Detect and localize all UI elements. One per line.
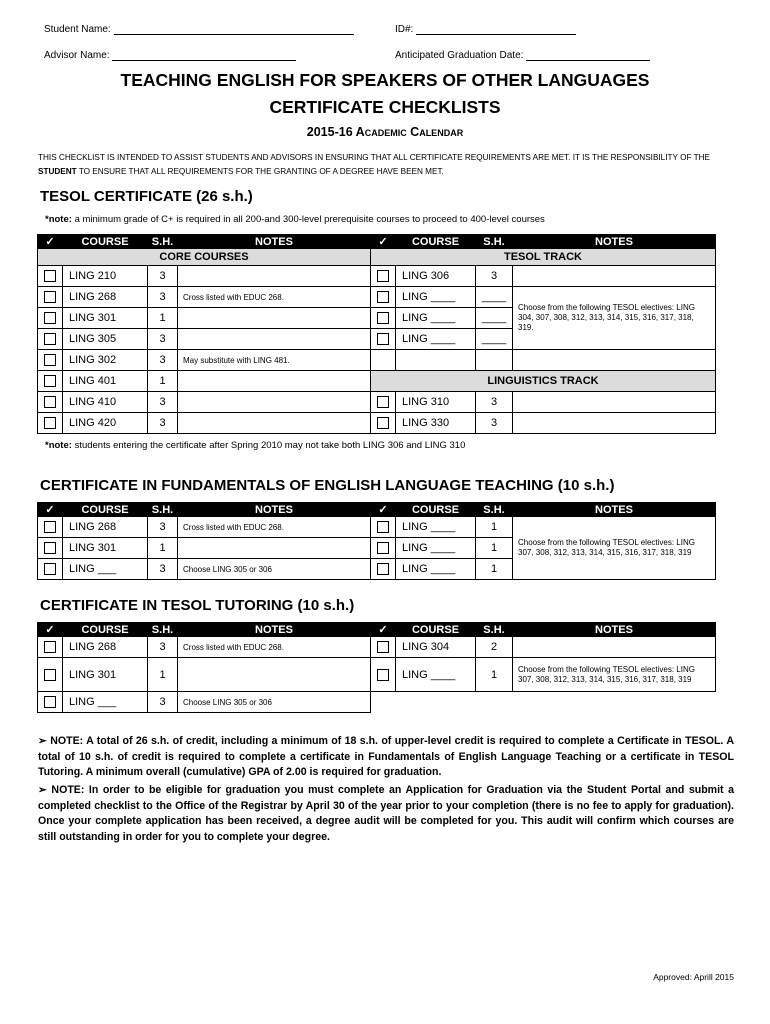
advisor-name-label: Advisor Name: xyxy=(44,50,110,61)
notes-cell xyxy=(178,538,371,559)
table-row xyxy=(38,637,716,658)
sh-cell: 3 xyxy=(148,637,178,658)
table-row xyxy=(38,371,716,392)
sh-cell: 3 xyxy=(148,266,178,287)
intro-text xyxy=(38,151,736,179)
sh-cell: 1 xyxy=(148,308,178,329)
credit-requirements-note xyxy=(38,734,734,781)
table-row xyxy=(38,392,716,413)
checkbox[interactable] xyxy=(44,521,56,533)
notes-column-header: NOTES xyxy=(178,623,371,637)
empty-cell xyxy=(371,350,396,371)
sh-cell: 3 xyxy=(148,350,178,371)
grad-date-line[interactable] xyxy=(526,50,650,61)
course-cell: LING 301 xyxy=(63,658,148,692)
page-title: TEACHING ENGLISH FOR SPEAKERS OF OTHER LANGUAGES xyxy=(120,70,650,90)
sh-cell: 3 xyxy=(476,413,513,434)
checkbox[interactable] xyxy=(377,417,389,429)
sh-column-header: S.H. xyxy=(476,623,513,637)
table-row xyxy=(38,658,716,692)
table-row xyxy=(38,517,716,538)
graduation-application-note xyxy=(38,783,734,845)
course-cell: LING 306 xyxy=(396,266,476,287)
course-cell: LING ____ xyxy=(396,287,476,308)
sh-column-header: S.H. xyxy=(148,503,178,517)
notes-cell: Choose LING 305 or 306 xyxy=(178,692,371,713)
checkbox[interactable] xyxy=(44,291,56,303)
notes-cell xyxy=(178,308,371,329)
checkbox[interactable] xyxy=(44,270,56,282)
grad-date-label: Anticipated Graduation Date: xyxy=(395,50,524,61)
checkbox[interactable] xyxy=(377,270,389,282)
course-cell: LING 304 xyxy=(396,637,476,658)
table-row xyxy=(38,692,716,713)
sh-column-header: S.H. xyxy=(148,623,178,637)
checkbox[interactable] xyxy=(44,542,56,554)
sh-cell: 2 xyxy=(476,637,513,658)
id-line[interactable] xyxy=(416,24,576,35)
course-cell: LING 305 xyxy=(63,329,148,350)
check-column-header: ✓ xyxy=(38,623,63,637)
checkbox[interactable] xyxy=(377,312,389,324)
student-name-label: Student Name: xyxy=(44,24,111,35)
advisor-name-line[interactable] xyxy=(112,50,296,61)
tesol-bottom-note-text: students entering the certificate after Spring 2010 may not take both LING 306 and LING 310 xyxy=(74,440,466,451)
course-column-header: COURSE xyxy=(63,623,148,637)
checkbox[interactable] xyxy=(377,563,389,575)
notes-cell: Choose LING 305 or 306 xyxy=(178,559,371,580)
grad-date-field[interactable] xyxy=(395,50,650,61)
notes-cell: May substitute with LING 481. xyxy=(178,350,371,371)
checkbox[interactable] xyxy=(44,563,56,575)
course-cell: LING ____ xyxy=(396,658,476,692)
checkbox[interactable] xyxy=(44,696,56,708)
table-row xyxy=(38,350,716,371)
course-cell: LING ____ xyxy=(396,538,476,559)
check-column-header: ✓ xyxy=(371,235,396,249)
notes-cell xyxy=(178,392,371,413)
checkbox[interactable] xyxy=(44,641,56,653)
notes-cell: Cross listed with EDUC 268. xyxy=(178,517,371,538)
course-cell: LING ____ xyxy=(396,517,476,538)
checkbox[interactable] xyxy=(377,542,389,554)
notes-cell xyxy=(178,413,371,434)
course-column-header: COURSE xyxy=(396,235,476,249)
tesol-track-header: TESOL TRACK xyxy=(371,249,716,266)
academic-calendar-subtitle: 2015-16 Academic Calendar xyxy=(306,125,464,139)
table-row xyxy=(38,287,716,308)
notes-column-header: NOTES xyxy=(178,235,371,249)
sh-cell: 1 xyxy=(148,371,178,392)
sh-cell: 3 xyxy=(148,692,178,713)
sh-cell: 3 xyxy=(148,392,178,413)
sh-cell: 3 xyxy=(148,413,178,434)
checkbox[interactable] xyxy=(44,669,56,681)
empty-cell xyxy=(396,350,476,371)
course-cell: LING 310 xyxy=(396,392,476,413)
check-column-header: ✓ xyxy=(38,503,63,517)
check-column-header: ✓ xyxy=(38,235,63,249)
tesol-note-text: a minimum grade of C+ is required in all 200-and 300-level prerequisite courses to proceed to 400-level courses xyxy=(74,214,545,225)
notes-cell xyxy=(513,266,716,287)
tesol-note-label: *note: xyxy=(45,214,72,225)
course-cell: LING ___ xyxy=(63,692,148,713)
notes-cell xyxy=(178,266,371,287)
approval-date-footer: Approved: Aprill 2015 xyxy=(653,972,734,982)
checkbox[interactable] xyxy=(44,375,56,387)
course-cell: LING 268 xyxy=(63,287,148,308)
course-column-header: COURSE xyxy=(396,623,476,637)
checkbox[interactable] xyxy=(44,312,56,324)
notes-cell xyxy=(513,413,716,434)
notes-cell xyxy=(513,637,716,658)
course-cell: LING 210 xyxy=(63,266,148,287)
table-row xyxy=(38,413,716,434)
tutoring-electives-note: Choose from the following TESOL electives: LING 307, 308, 312, 313, 314, 315, 316, 317, 318, 319 xyxy=(513,658,716,692)
notes-cell xyxy=(178,658,371,692)
notes-cell xyxy=(178,371,371,392)
student-name-line[interactable] xyxy=(114,24,354,35)
notes-cell: Cross listed with EDUC 268. xyxy=(178,287,371,308)
core-courses-header: CORE COURSES xyxy=(38,249,371,266)
sh-cell: 1 xyxy=(476,517,513,538)
course-cell: LING 301 xyxy=(63,308,148,329)
sh-cell: 3 xyxy=(148,287,178,308)
sh-cell: 1 xyxy=(476,559,513,580)
course-column-header: COURSE xyxy=(63,503,148,517)
course-cell: LING 401 xyxy=(63,371,148,392)
sh-column-header: S.H. xyxy=(476,235,513,249)
sh-cell: ____ xyxy=(476,329,513,350)
notes-column-header: NOTES xyxy=(178,503,371,517)
notes-column-header: NOTES xyxy=(513,623,716,637)
checkbox[interactable] xyxy=(377,669,389,681)
sh-cell: ____ xyxy=(476,308,513,329)
course-cell: LING 420 xyxy=(63,413,148,434)
sh-cell: 3 xyxy=(476,392,513,413)
tesol-certificate-title: TESOL CERTIFICATE (26 s.h.) xyxy=(40,188,253,205)
sh-column-header: S.H. xyxy=(148,235,178,249)
course-cell: LING ____ xyxy=(396,559,476,580)
intro-text-1: THIS CHECKLIST IS INTENDED TO ASSIST STUDENTS AND ADVISORS IN ENSURING THAT ALL CERTIFICATE REQUIREMENTS ARE MET. IT IS THE RESPONSIBILITY OF THE xyxy=(38,153,710,162)
checkbox[interactable] xyxy=(377,291,389,303)
sh-cell: 3 xyxy=(148,517,178,538)
intro-text-2: TO ENSURE THAT ALL REQUIREMENTS FOR THE GRANTING OF A DEGREE HAVE BEEN MET. xyxy=(78,167,444,176)
sh-cell: 1 xyxy=(476,538,513,559)
student-name-field[interactable] xyxy=(44,24,354,35)
id-label: ID#: xyxy=(395,24,414,35)
empty-cell xyxy=(476,350,513,371)
bullet-arrow-icon: ➢ xyxy=(38,735,47,747)
course-cell: LING ____ xyxy=(396,308,476,329)
notes-cell xyxy=(513,392,716,413)
checkbox[interactable] xyxy=(44,354,56,366)
advisor-name-field[interactable] xyxy=(44,50,296,61)
course-column-header: COURSE xyxy=(63,235,148,249)
course-column-header: COURSE xyxy=(396,503,476,517)
notes-column-header: NOTES xyxy=(513,235,716,249)
checkbox[interactable] xyxy=(44,333,56,345)
course-cell: LING 302 xyxy=(63,350,148,371)
course-cell: LING ___ xyxy=(63,559,148,580)
checkbox[interactable] xyxy=(44,396,56,408)
empty-cell xyxy=(513,350,716,371)
intro-bold-word: STUDENT xyxy=(38,167,77,176)
sh-cell: ____ xyxy=(476,287,513,308)
linguistics-track-header: LINGUISTICS TRACK xyxy=(371,371,716,392)
credit-requirements-text: NOTE: A total of 26 s.h. of credit, including a minimum of 18 s.h. of upper-level credit is required to complete a Certificate in TESOL. A total of 10 s.h. of credit is required to complete a certificate in Fundamentals of English Language Teaching or a certificate in TESOL Tutoring. A minimum overall (cumulative) GPA of 2.00 is required for graduation. xyxy=(38,735,734,778)
graduation-application-text: NOTE: In order to be eligible for graduation you must complete an Application for Graduation via the Student Portal and submit a completed checklist to the Office of the Registrar by April 30 of the year prior to your completion (there is no fee to apply for graduation). Once your complete application has been received, a degree audit will be completed for you. This audit will confirm which courses are still outstanding in order for you to complete your degree. xyxy=(38,784,734,843)
sh-cell: 3 xyxy=(148,559,178,580)
course-cell: LING 410 xyxy=(63,392,148,413)
check-column-header: ✓ xyxy=(371,623,396,637)
tesol-bottom-note xyxy=(45,440,465,451)
tesol-bottom-note-label: *note: xyxy=(45,440,72,451)
notes-cell xyxy=(178,329,371,350)
fundamentals-certificate-title: CERTIFICATE IN FUNDAMENTALS OF ENGLISH LANGUAGE TEACHING (10 s.h.) xyxy=(40,477,615,494)
sh-column-header: S.H. xyxy=(476,503,513,517)
tesol-electives-note: Choose from the following TESOL electives: LING 304, 307, 308, 312, 313, 314, 315, 316, 317, 318, 319. xyxy=(513,287,716,350)
course-cell: LING ____ xyxy=(396,329,476,350)
sh-cell: 1 xyxy=(476,658,513,692)
fundamentals-certificate-table xyxy=(37,502,716,580)
page-title-2: CERTIFICATE CHECKLISTS xyxy=(269,97,501,117)
table-row xyxy=(38,266,716,287)
checkbox[interactable] xyxy=(44,417,56,429)
id-field[interactable] xyxy=(395,24,576,35)
checkbox[interactable] xyxy=(377,333,389,345)
sh-cell: 1 xyxy=(148,538,178,559)
sh-cell: 3 xyxy=(148,329,178,350)
tesol-certificate-table xyxy=(37,234,716,434)
tutoring-certificate-title: CERTIFICATE IN TESOL TUTORING (10 s.h.) xyxy=(40,597,355,614)
course-cell: LING 268 xyxy=(63,517,148,538)
sh-cell: 1 xyxy=(148,658,178,692)
course-cell: LING 268 xyxy=(63,637,148,658)
checkbox[interactable] xyxy=(377,521,389,533)
notes-column-header: NOTES xyxy=(513,503,716,517)
fundamentals-electives-note: Choose from the following TESOL electives: LING 307, 308, 312, 313, 314, 315, 316, 317, 318, 319 xyxy=(513,517,716,580)
check-column-header: ✓ xyxy=(371,503,396,517)
bullet-arrow-icon: ➢ xyxy=(38,784,47,796)
tesol-note xyxy=(45,214,545,225)
course-cell: LING 330 xyxy=(396,413,476,434)
notes-cell: Cross listed with EDUC 268. xyxy=(178,637,371,658)
tutoring-certificate-table xyxy=(37,622,716,713)
course-cell: LING 301 xyxy=(63,538,148,559)
checkbox[interactable] xyxy=(377,641,389,653)
sh-cell: 3 xyxy=(476,266,513,287)
checkbox[interactable] xyxy=(377,396,389,408)
